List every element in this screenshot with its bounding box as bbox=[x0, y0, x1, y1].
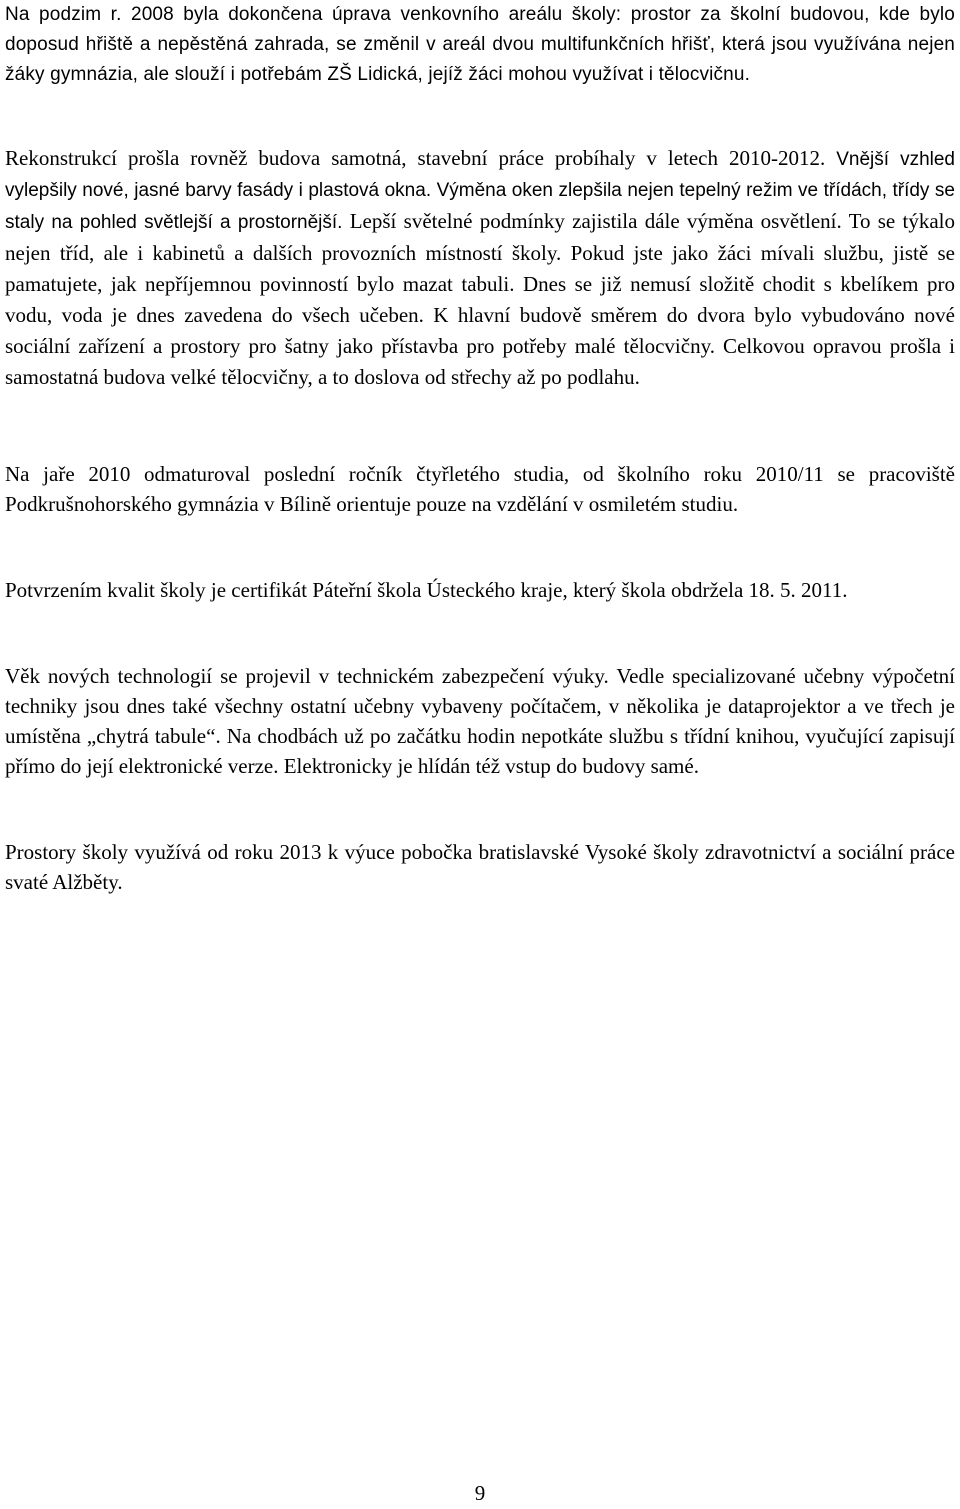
paragraph-certificate: Potvrzením kvalit školy je certifikát Páteřní škola Ústeckého kraje, který škola obdržela 18. 5. 2011. bbox=[5, 578, 848, 602]
paragraph-university-branch: Prostory školy využívá od roku 2013 k výuce pobočka bratislavské Vysoké školy zdravotnictví a sociální práce svaté Alžběty. bbox=[5, 840, 955, 894]
paragraph-segment: Vnější vzhled vylepšily nové, jasné barvy fasády i plastová okna. Výměna oken zlepšila nejen tepelný režim ve třídách, třídy se staly na pohled světlejší a prostornější. bbox=[5, 149, 955, 233]
paragraph-segment: Pokud jste jako žáci mívali službu, jistě se pamatujete, jak nepříjemnou povinností bylo mazat tabuli. Dnes se již nemusí složitě chodit s kbelíkem pro vodu, voda je dnes zavedena do všech učeben. K hlavní budově směrem do dvora bylo vybudováno nové sociální zařízení a prostory pro šatny jako přístavba pro potřeby malé tělocvičny. Celkovou opravou prošla i samostatná budova velké tělocvičny, a to doslova od střechy až po podlahu. bbox=[5, 241, 955, 389]
paragraph-segment: Rekonstrukcí prošla rovněž budova samotná, stavební práce probíhaly v letech 2010-2012. bbox=[5, 146, 837, 170]
page-number: 9 bbox=[474, 1481, 486, 1505]
paragraph-segment: Lepší světelné podmínky zajistila dále výměna osvětlení. bbox=[349, 209, 849, 233]
paragraph-building-reconstruction bbox=[5, 143, 955, 393]
paragraph-segment: To se týkalo nejen tříd, ale i kabinetů a dalších provozních místností školy. bbox=[5, 209, 955, 265]
paragraph-last-four-year-class: Na jaře 2010 odmaturoval poslední ročník čtyřletého studia, od školního roku 2010/11 se pracoviště Podkrušnohorského gymnázia v Bílině orientuje pouze na vzdělání v osmiletém studiu. bbox=[5, 462, 955, 516]
paragraph-technology: Věk nových technologií se projevil v technickém zabezpečení výuky. Vedle specializované učebny výpočetní techniky jsou dnes také všechny ostatní učebny vybaveny počítačem, v několika je dataprojektor a ve třech je umístěna „chytrá tabule“. Na chodbách už po začátku hodin nepotkáte službu s třídní knihou, vyučující zapisují přímo do její elektronické verze. Elektronicky je hlídán též vstup do budovy samé. bbox=[5, 664, 955, 778]
paragraph-playground-renovation: Na podzim r. 2008 byla dokončena úprava venkovního areálu školy: prostor za školní budovou, kde bylo doposud hřiště a nepěstěná zahrada, se změnil v areál dvou multifunkčních hřišť, která jsou využívána nejen žáky gymnázia, ale slouží i potřebám ZŠ Lidická, jejíž žáci mohou využívat i tělocvičnu. bbox=[5, 4, 955, 85]
